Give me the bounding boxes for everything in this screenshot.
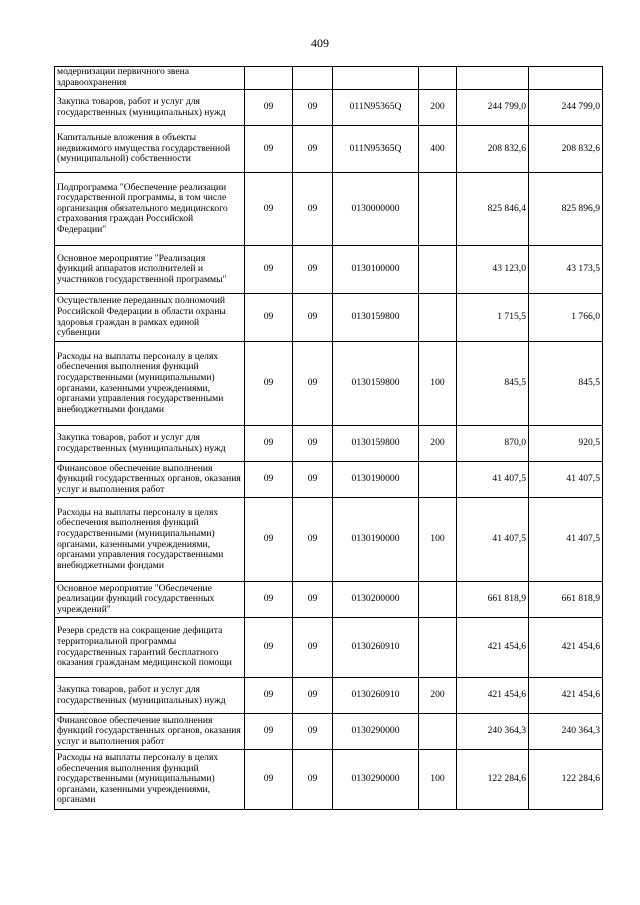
row-name: Подпрограмма "Обеспечение реализации государственной программы, в том числе организация обязательного медицинского страхования граждан Российской Федерации" [55, 173, 245, 246]
row-expense-type: 100 [419, 342, 457, 426]
row-section-code: 09 [245, 678, 293, 714]
row-amount-1: 421 454,6 [457, 678, 529, 714]
row-name: Расходы на выплаты персоналу в целях обеспечения выполнения функций государственными (муниципальными) органами, казенными учреждениями, органами [55, 750, 245, 810]
row-amount-1: 1 715,5 [457, 294, 529, 342]
row-target-article: 0130290000 [333, 750, 419, 810]
row-expense-type [419, 582, 457, 618]
row-subsection-code: 09 [293, 90, 333, 126]
row-expense-type [419, 67, 457, 90]
row-subsection-code: 09 [293, 750, 333, 810]
row-target-article: 011N95365Q [333, 126, 419, 173]
row-amount-2: 1 766,0 [529, 294, 603, 342]
row-expense-type: 200 [419, 426, 457, 462]
table-row [55, 67, 603, 90]
row-name: модернизации первичного звена здравоохранения [55, 67, 245, 90]
row-section-code: 09 [245, 618, 293, 678]
row-expense-type: 200 [419, 90, 457, 126]
row-name: Основное мероприятие "Обеспечение реализации функций государственных учреждений" [55, 582, 245, 618]
row-section-code: 09 [245, 90, 293, 126]
row-subsection-code: 09 [293, 426, 333, 462]
row-target-article: 0130290000 [333, 714, 419, 750]
row-subsection-code: 09 [293, 678, 333, 714]
row-amount-2: 244 799,0 [529, 90, 603, 126]
row-amount-2: 661 818,9 [529, 582, 603, 618]
table-row [55, 90, 603, 126]
row-amount-2: 43 173,5 [529, 246, 603, 294]
row-amount-2: 920,5 [529, 426, 603, 462]
row-section-code: 09 [245, 750, 293, 810]
row-section-code: 09 [245, 126, 293, 173]
row-name: Закупка товаров, работ и услуг для государственных (муниципальных) нужд [55, 426, 245, 462]
row-amount-1: 43 123,0 [457, 246, 529, 294]
row-target-article: 0130190000 [333, 462, 419, 498]
table-row [55, 342, 603, 426]
row-target-article: 0130000000 [333, 173, 419, 246]
row-amount-2: 122 284,6 [529, 750, 603, 810]
row-amount-2: 421 454,6 [529, 678, 603, 714]
budget-table-body [55, 67, 603, 810]
table-row [55, 678, 603, 714]
row-expense-type [419, 462, 457, 498]
table-row [55, 126, 603, 173]
row-section-code: 09 [245, 462, 293, 498]
row-section-code: 09 [245, 294, 293, 342]
row-subsection-code: 09 [293, 126, 333, 173]
row-target-article: 0130159800 [333, 342, 419, 426]
row-section-code: 09 [245, 246, 293, 294]
table-row [55, 426, 603, 462]
row-subsection-code: 09 [293, 246, 333, 294]
row-subsection-code: 09 [293, 582, 333, 618]
row-expense-type [419, 173, 457, 246]
row-name: Расходы на выплаты персоналу в целях обеспечения выполнения функций государственными (муниципальными) органами, казенными учреждениями, органами управления государственными внебюджетными фондами [55, 342, 245, 426]
row-amount-1 [457, 67, 529, 90]
page-number: 409 [311, 36, 329, 50]
row-name: Закупка товаров, работ и услуг для государственных (муниципальных) нужд [55, 90, 245, 126]
row-subsection-code: 09 [293, 342, 333, 426]
row-subsection-code: 09 [293, 173, 333, 246]
table-row [55, 618, 603, 678]
row-target-article: 011N95365Q [333, 90, 419, 126]
row-amount-1: 870,0 [457, 426, 529, 462]
row-target-article: 0130159800 [333, 426, 419, 462]
row-subsection-code: 09 [293, 294, 333, 342]
row-subsection-code: 09 [293, 618, 333, 678]
row-expense-type [419, 714, 457, 750]
row-subsection-code: 09 [293, 714, 333, 750]
row-name: Резерв средств на сокращение дефицита территориальной программы государственных гарантий бесплатного оказания гражданам медицинской помощи [55, 618, 245, 678]
row-amount-2: 825 896,9 [529, 173, 603, 246]
row-amount-1: 825 846,4 [457, 173, 529, 246]
row-expense-type [419, 246, 457, 294]
row-target-article: 0130159800 [333, 294, 419, 342]
row-expense-type [419, 294, 457, 342]
row-name: Основное мероприятие "Реализация функций аппаратов исполнителей и участников государственной программы" [55, 246, 245, 294]
row-name: Финансовое обеспечение выполнения функций государственных органов, оказания услуг и выполнения работ [55, 714, 245, 750]
row-name: Капитальные вложения в объекты недвижимого имущества государственной (муниципальной) собственности [55, 126, 245, 173]
row-amount-1: 240 364,3 [457, 714, 529, 750]
row-amount-1: 122 284,6 [457, 750, 529, 810]
row-subsection-code: 09 [293, 462, 333, 498]
row-amount-2: 240 364,3 [529, 714, 603, 750]
row-amount-2: 845,5 [529, 342, 603, 426]
row-name: Финансовое обеспечение выполнения функций государственных органов, оказания услуг и выполнения работ [55, 462, 245, 498]
row-amount-1: 661 818,9 [457, 582, 529, 618]
row-amount-1: 208 832,6 [457, 126, 529, 173]
row-section-code [245, 67, 293, 90]
row-subsection-code [293, 67, 333, 90]
row-target-article: 0130260910 [333, 678, 419, 714]
table-row [55, 750, 603, 810]
row-section-code: 09 [245, 342, 293, 426]
row-expense-type: 100 [419, 750, 457, 810]
row-section-code: 09 [245, 426, 293, 462]
row-target-article: 0130260910 [333, 618, 419, 678]
row-section-code: 09 [245, 173, 293, 246]
row-target-article: 0130190000 [333, 498, 419, 582]
table-row [55, 714, 603, 750]
row-expense-type: 100 [419, 498, 457, 582]
budget-table [54, 66, 603, 810]
table-row [55, 462, 603, 498]
row-expense-type: 400 [419, 126, 457, 173]
row-amount-2 [529, 67, 603, 90]
row-expense-type [419, 618, 457, 678]
table-row [55, 246, 603, 294]
table-row [55, 294, 603, 342]
row-amount-2: 41 407,5 [529, 462, 603, 498]
row-amount-1: 41 407,5 [457, 462, 529, 498]
row-name: Расходы на выплаты персоналу в целях обеспечения выполнения функций государственными (муниципальными) органами, казенными учреждениями, органами управления государственными внебюджетными фондами [55, 498, 245, 582]
row-section-code: 09 [245, 714, 293, 750]
row-target-article: 0130100000 [333, 246, 419, 294]
table-row [55, 173, 603, 246]
row-amount-1: 244 799,0 [457, 90, 529, 126]
row-expense-type: 200 [419, 678, 457, 714]
row-name: Осуществление переданных полномочий Российской Федерации в области охраны здоровья граждан в рамках единой субвенции [55, 294, 245, 342]
row-amount-2: 421 454,6 [529, 618, 603, 678]
row-target-article [333, 67, 419, 90]
row-amount-2: 208 832,6 [529, 126, 603, 173]
row-section-code: 09 [245, 498, 293, 582]
row-amount-2: 41 407,5 [529, 498, 603, 582]
row-name: Закупка товаров, работ и услуг для государственных (муниципальных) нужд [55, 678, 245, 714]
row-section-code: 09 [245, 582, 293, 618]
table-row [55, 582, 603, 618]
table-row [55, 498, 603, 582]
row-subsection-code: 09 [293, 498, 333, 582]
row-amount-1: 421 454,6 [457, 618, 529, 678]
row-target-article: 0130200000 [333, 582, 419, 618]
row-amount-1: 41 407,5 [457, 498, 529, 582]
row-amount-1: 845,5 [457, 342, 529, 426]
